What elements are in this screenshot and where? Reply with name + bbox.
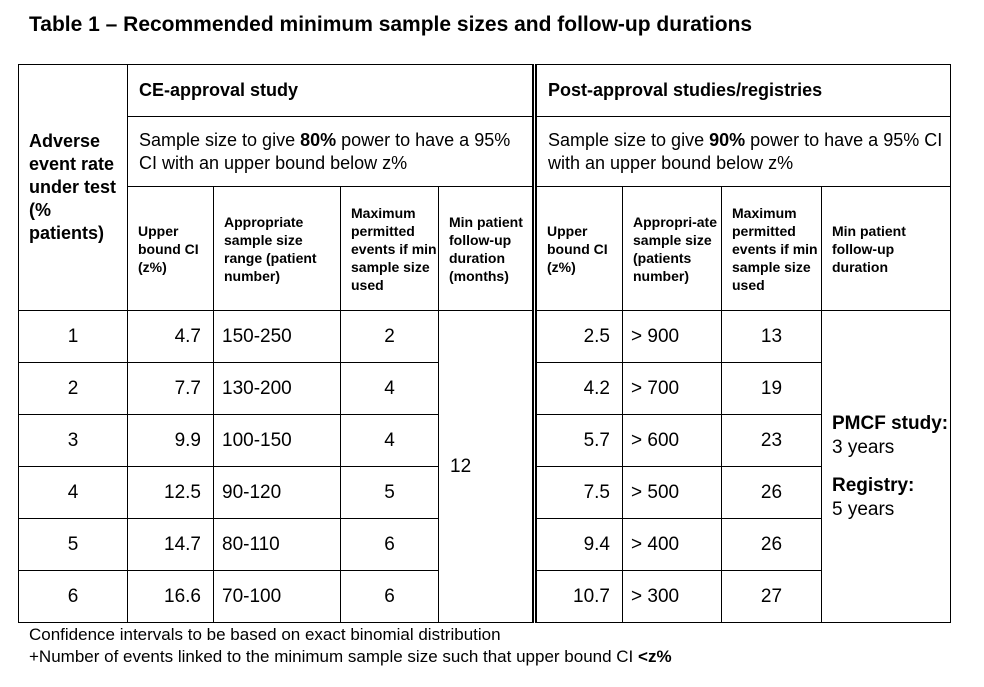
post-followup-header: Min patient follow-up duration <box>822 187 951 311</box>
ce-max-events-cell: 4 <box>341 363 439 415</box>
rate-cell: 2 <box>19 363 128 415</box>
post-upper-bound-header: Upper bound CI (z%) <box>535 187 623 311</box>
ce-upper-bound-cell: 14.7 <box>128 519 214 571</box>
post-upper-bound-cell: 7.5 <box>535 467 623 519</box>
ce-sample-range-cell: 70-100 <box>214 571 341 623</box>
ce-sample-range-cell: 130-200 <box>214 363 341 415</box>
post-sample-size-cell: > 900 <box>623 311 722 363</box>
ce-max-events-cell: 6 <box>341 571 439 623</box>
ce-followup-header: Min patient follow-up duration (months) <box>439 187 535 311</box>
ce-upper-bound-cell: 9.9 <box>128 415 214 467</box>
registry-value: 5 years <box>832 498 895 520</box>
post-sample-size-cell: > 400 <box>623 519 722 571</box>
post-max-events-cell: 13 <box>722 311 822 363</box>
ce-max-events-cell: 5 <box>341 467 439 519</box>
post-upper-bound-cell: 9.4 <box>535 519 623 571</box>
ce-max-events-cell: 4 <box>341 415 439 467</box>
post-sample-size-cell: > 600 <box>623 415 722 467</box>
table-notes <box>29 624 672 668</box>
post-max-events-cell: 23 <box>722 415 822 467</box>
rate-cell: 3 <box>19 415 128 467</box>
table-title: Table 1 – Recommended minimum sample sizes and follow-up durations <box>29 13 753 36</box>
ce-sample-range-cell: 90-120 <box>214 467 341 519</box>
note-line-2: +Number of events linked to the minimum sample size such that upper bound CI <z% <box>29 647 672 666</box>
post-max-events-cell: 19 <box>722 363 822 415</box>
ce-sample-range-cell: 100-150 <box>214 415 341 467</box>
ce-max-events-cell: 6 <box>341 519 439 571</box>
ce-sample-range-header: Appropriate sample size range (patient number) <box>214 187 341 311</box>
ce-max-events-cell: 2 <box>341 311 439 363</box>
column-header-row <box>19 187 951 311</box>
ce-upper-bound-cell: 12.5 <box>128 467 214 519</box>
rate-cell: 5 <box>19 519 128 571</box>
power-header-row <box>19 117 951 187</box>
post-upper-bound-cell: 5.7 <box>535 415 623 467</box>
ce-upper-bound-cell: 7.7 <box>128 363 214 415</box>
rate-cell: 6 <box>19 571 128 623</box>
registry-label: Registry: <box>832 474 915 496</box>
post-power-description: Sample size to give 90% power to have a 95% CI with an upper bound below z% <box>535 117 951 187</box>
sample-size-table <box>18 64 951 623</box>
adverse-event-rate-header: Adverse event rate under test (% patients) <box>19 65 128 311</box>
post-followup-value <box>822 311 951 623</box>
post-sample-size-cell: > 300 <box>623 571 722 623</box>
post-upper-bound-cell: 4.2 <box>535 363 623 415</box>
ce-upper-bound-header: Upper bound CI (z%) <box>128 187 214 311</box>
ce-followup-value: 12 <box>439 311 535 623</box>
post-max-events-header: Maximum permitted events if min sample size used <box>722 187 822 311</box>
post-upper-bound-cell: 10.7 <box>535 571 623 623</box>
rate-cell: 4 <box>19 467 128 519</box>
note-line-1: Confidence intervals to be based on exact binomial distribution <box>29 625 501 644</box>
rate-cell: 1 <box>19 311 128 363</box>
ce-power-description: Sample size to give 80% power to have a 95% CI with an upper bound below z% <box>128 117 535 187</box>
ce-upper-bound-cell: 4.7 <box>128 311 214 363</box>
pmcf-value: 3 years <box>832 436 895 458</box>
ce-sample-range-cell: 80-110 <box>214 519 341 571</box>
ce-sample-range-cell: 150-250 <box>214 311 341 363</box>
ce-upper-bound-cell: 16.6 <box>128 571 214 623</box>
post-power-percent: 90% <box>709 129 746 150</box>
post-max-events-cell: 26 <box>722 519 822 571</box>
post-sample-size-header: Appropri-ate sample size (patients number) <box>623 187 722 311</box>
post-max-events-cell: 26 <box>722 467 822 519</box>
ce-power-percent: 80% <box>300 129 337 150</box>
table-row <box>19 311 951 363</box>
ce-max-events-header: Maximum permitted events if min sample size used <box>341 187 439 311</box>
pmcf-label: PMCF study: <box>832 412 949 434</box>
post-sample-size-cell: > 500 <box>623 467 722 519</box>
ce-approval-header: CE-approval study <box>128 65 535 117</box>
post-max-events-cell: 27 <box>722 571 822 623</box>
post-upper-bound-cell: 2.5 <box>535 311 623 363</box>
post-approval-header: Post-approval studies/registries <box>535 65 951 117</box>
group-header-row <box>19 65 951 117</box>
post-sample-size-cell: > 700 <box>623 363 722 415</box>
